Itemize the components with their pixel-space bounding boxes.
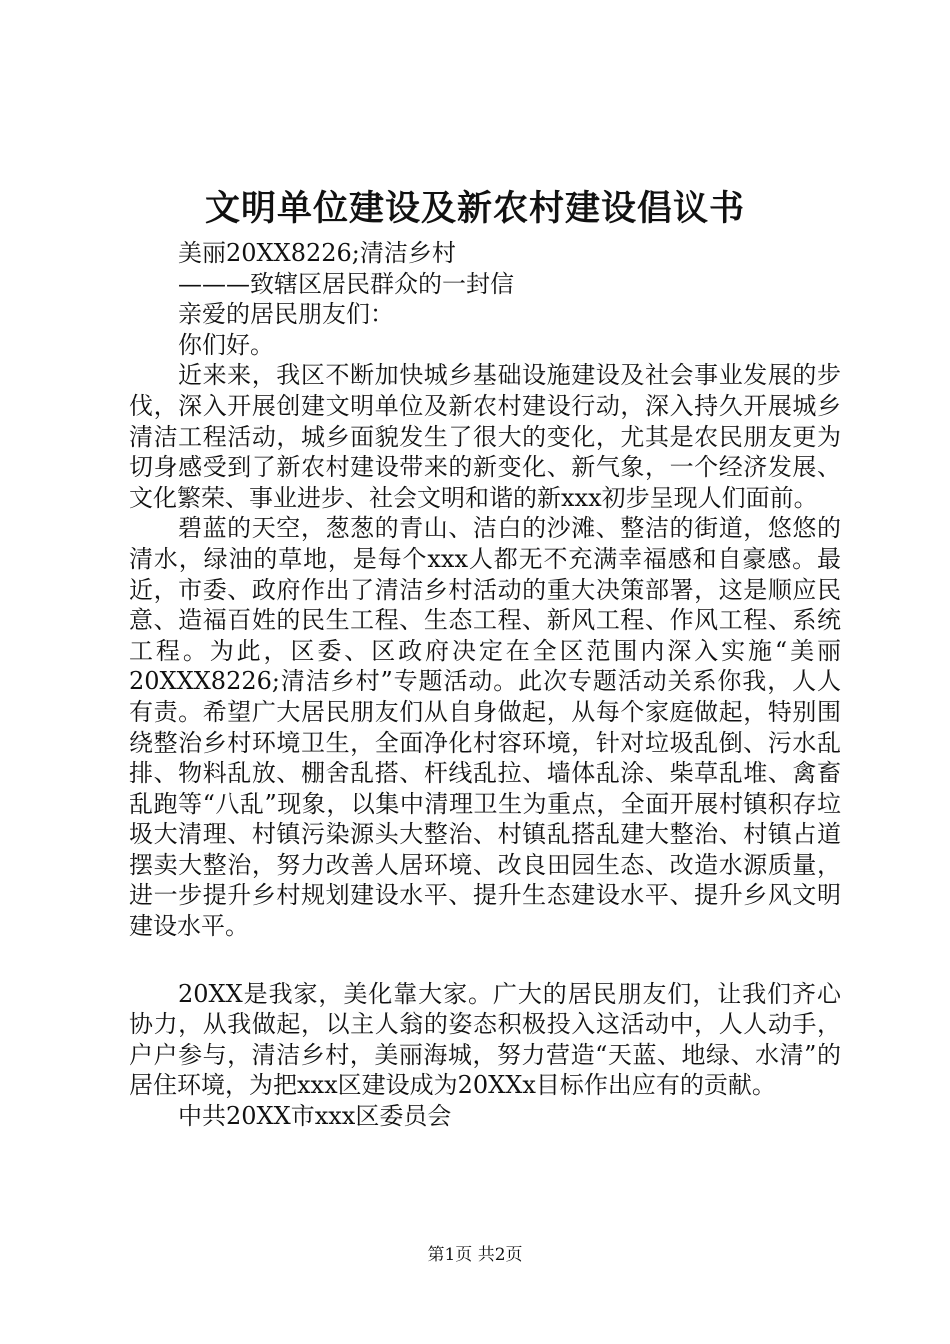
paragraph-1: 近来来，我区不断加快城乡基础设施建设及社会事业发展的步伐，深入开展创建文明单位及新农村建设行动，深入持久开展城乡清洁工程活动，城乡面貌发生了很大的变化，尤其是农民朋友更为切身感受到了新农村建设带来的新变化、新气象，一个经济发展、文化繁荣、事业进步、社会文明和谐的新xxx初步呈现人们面前。: [129, 361, 841, 512]
salutation: 亲爱的居民朋友们：: [178, 300, 394, 329]
document-title: 文明单位建设及新农村建设倡议书: [204, 188, 745, 229]
greeting: 你们好。: [178, 330, 274, 359]
byline: ———致辖区居民群众的一封信: [178, 269, 514, 298]
paragraph-3: 20XX是我家，美化靠大家。广大的居民朋友们，让我们齐心协力，从我做起，以主人翁的姿态积极投入这活动中，人人动手，户户参与，清洁乡村，美丽海城，努力营造“天蓝、地绿、水清”的居住环境，为把xxx区建设成为20XXx目标作出应有的贡献。: [129, 979, 841, 1100]
page-number: 第1页 共2页: [427, 1245, 523, 1265]
paragraph-spacer: [129, 942, 841, 979]
document-body: [129, 238, 841, 1132]
paragraph-2: 碧蓝的天空，葱葱的青山、洁白的沙滩、整洁的街道，悠悠的清水，绿油的草地，是每个xxx人都无不充满幸福感和自豪感。最近，市委、政府作出了清洁乡村活动的重大决策部署，这是顺应民意、造福百姓的民生工程、生态工程、新风工程、作风工程、系统工程。为此，区委、区政府决定在全区范围内深入实施“美丽20XXX8226;清洁乡村”专题活动。此次专题活动关系你我，人人有责。希望广大居民朋友们从自身做起，从每个家庭做起，特别围绕整治乡村环境卫生，全面净化村容环境，针对垃圾乱倒、污水乱排、物料乱放、棚舍乱搭、杆线乱拉、墙体乱涂、柴草乱堆、禽畜乱跑等“八乱”现象，以集中清理卫生为重点，全面开展村镇积存垃圾大清理、村镇污染源头大整治、村镇乱搭乱建大整治、村镇占道摆卖大整治，努力改善人居环境、改良田园生态、改造水源质量，进一步提升乡村规划建设水平、提升生态建设水平、提升乡风文明建设水平。: [129, 514, 841, 941]
subtitle: 美丽20XX8226;清洁乡村: [178, 239, 456, 267]
signature: 中共20XX市xxx区委员会: [178, 1102, 452, 1131]
